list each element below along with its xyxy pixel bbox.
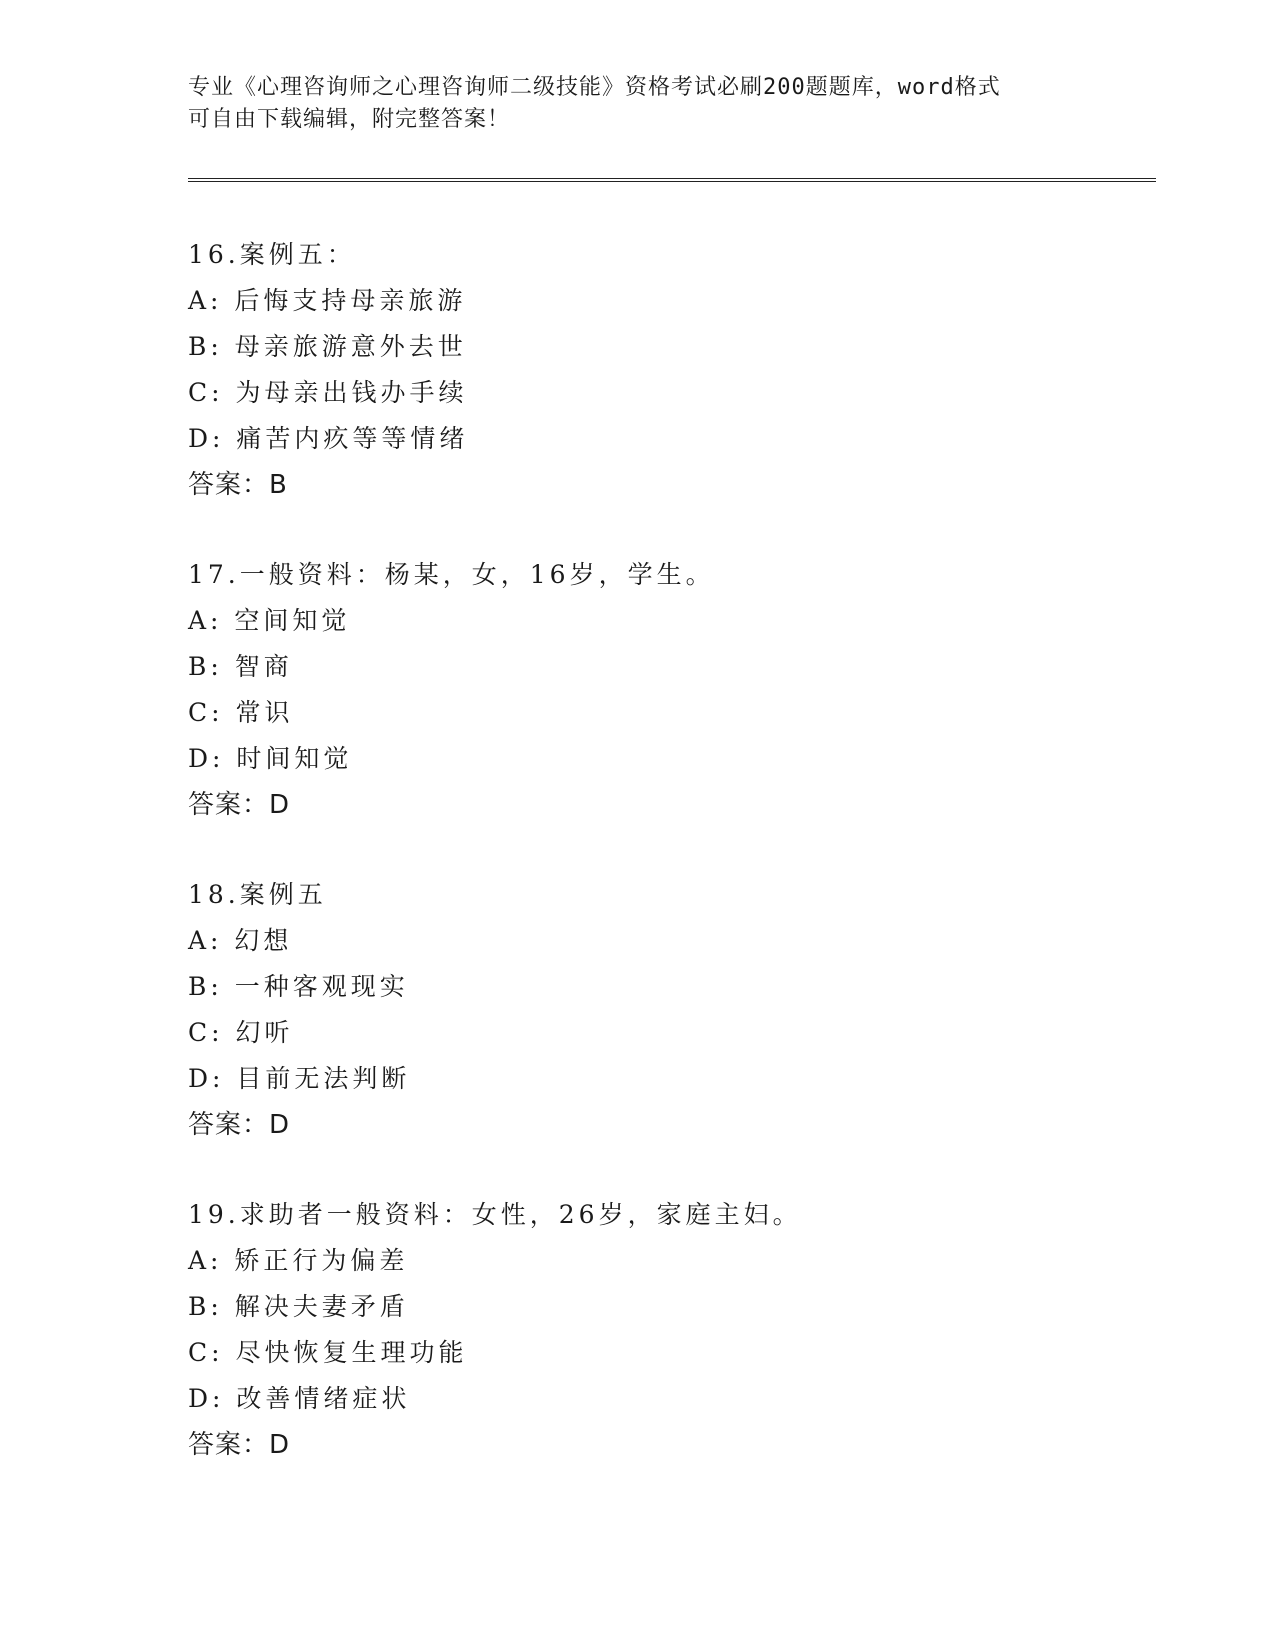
- answer-label: 答案：D: [188, 790, 291, 820]
- option-b: B: 智商: [188, 652, 293, 681]
- question-list: [188, 232, 1148, 1512]
- option-c: C: 尽快恢复生理功能: [188, 1338, 468, 1367]
- option-a: A: 矫正行为偏差: [188, 1246, 409, 1275]
- option-d: D: 痛苦内疚等等情绪: [188, 424, 469, 453]
- option-c: C: 常识: [188, 698, 294, 727]
- header-line-1: 专业《心理咨询师之心理咨询师二级技能》资格考试必刷200题题库，word格式: [188, 75, 1001, 100]
- option-a: A: 后悔支持母亲旅游: [188, 286, 467, 315]
- document-header: [188, 72, 1088, 136]
- option-c: C: 为母亲出钱办手续: [188, 378, 468, 407]
- option-b: B: 解决夫妻矛盾: [188, 1292, 409, 1321]
- question-stem: 16.案例五：: [188, 240, 356, 269]
- answer-label: 答案：D: [188, 1430, 291, 1460]
- option-a: A: 幻想: [188, 926, 293, 955]
- answer-label: 答案：B: [188, 470, 288, 500]
- question-stem: 19.求助者一般资料：女性，26岁，家庭主妇。: [188, 1200, 802, 1229]
- question-17: [188, 552, 1148, 828]
- option-b: B: 一种客观现实: [188, 972, 409, 1001]
- question-16: [188, 232, 1148, 508]
- header-divider: [188, 178, 1156, 182]
- option-c: C: 幻听: [188, 1018, 294, 1047]
- question-stem: 17.一般资料：杨某，女，16岁，学生。: [188, 560, 715, 589]
- option-b: B: 母亲旅游意外去世: [188, 332, 467, 361]
- option-d: D: 改善情绪症状: [188, 1384, 411, 1413]
- option-d: D: 目前无法判断: [188, 1064, 411, 1093]
- question-stem: 18.案例五: [188, 880, 327, 909]
- question-18: [188, 872, 1148, 1148]
- answer-label: 答案：D: [188, 1110, 291, 1140]
- option-a: A: 空间知觉: [188, 606, 351, 635]
- question-19: [188, 1192, 1148, 1468]
- header-line-2: 可自由下载编辑，附完整答案！: [188, 107, 511, 132]
- option-d: D: 时间知觉: [188, 744, 353, 773]
